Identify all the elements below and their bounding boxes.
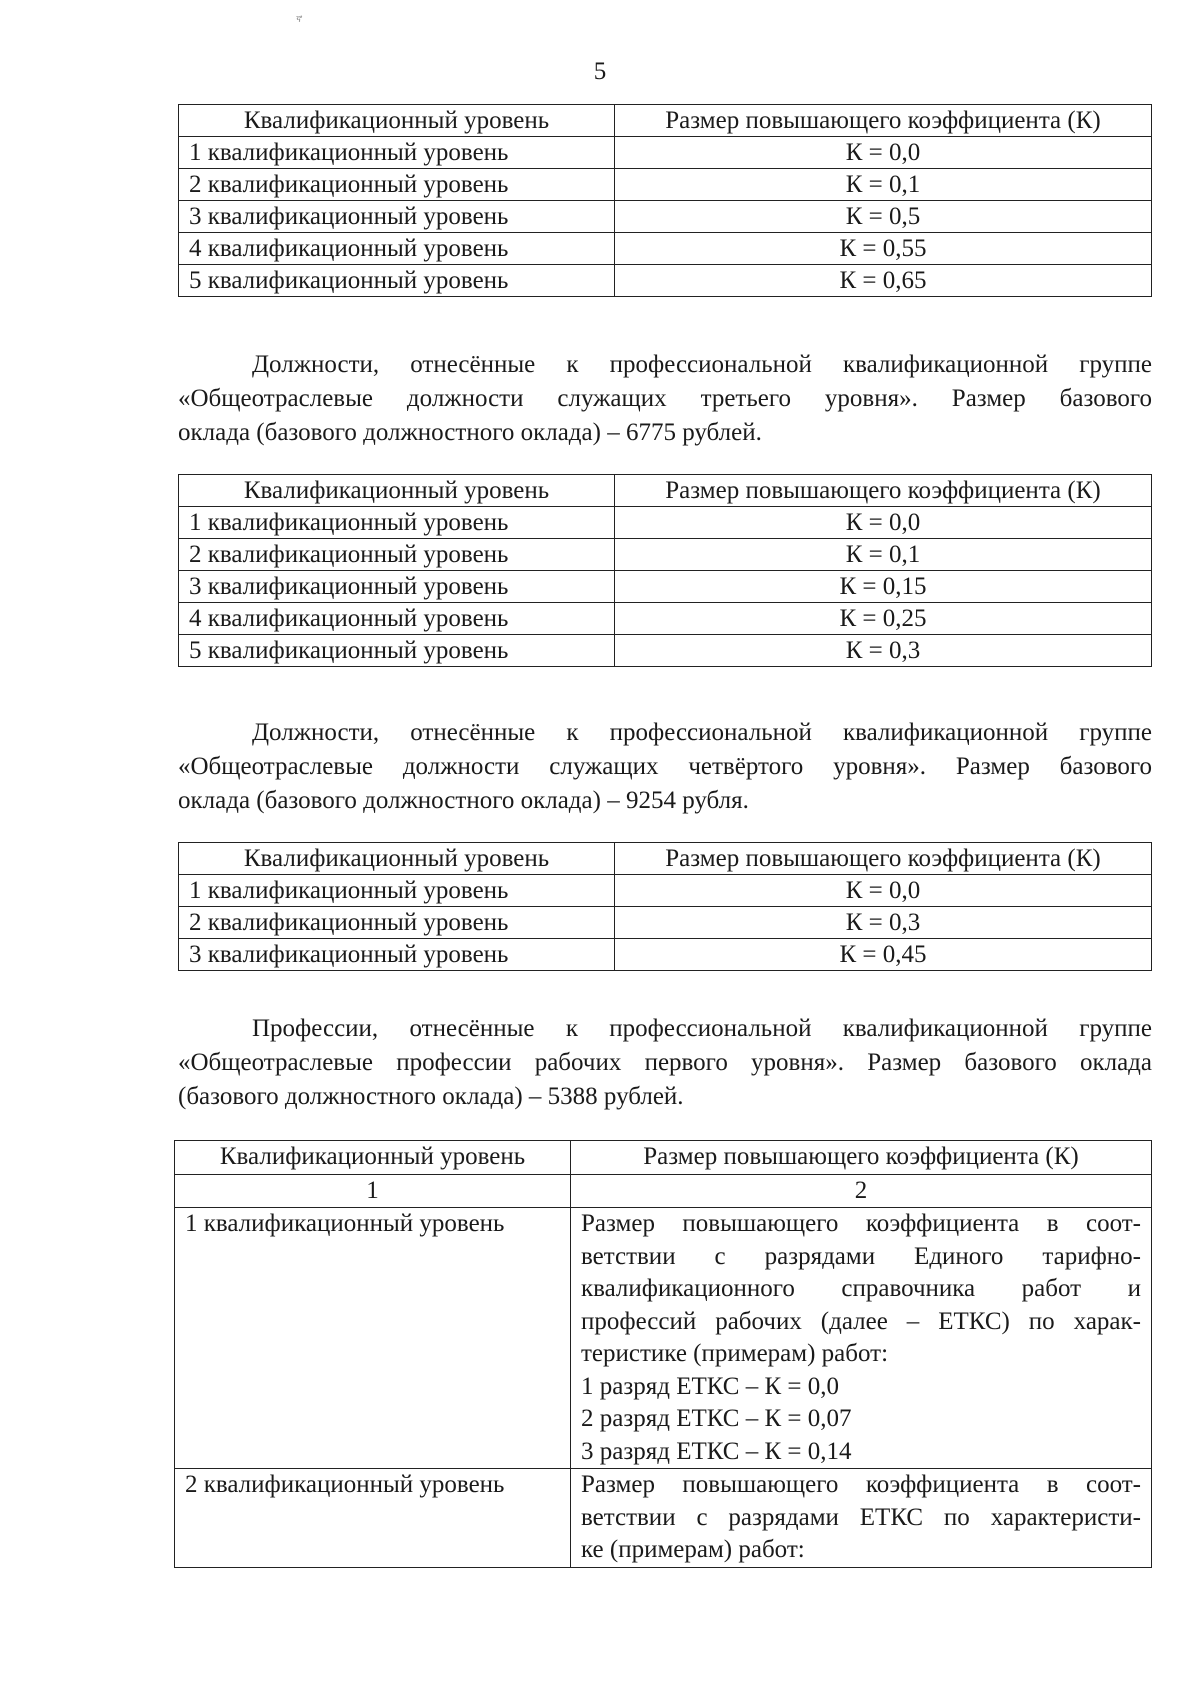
k-cell: К = 0,55 bbox=[615, 233, 1152, 265]
k-cell: К = 0,15 bbox=[615, 571, 1152, 603]
table-row bbox=[179, 507, 1152, 539]
paragraph-group-3 bbox=[178, 348, 1152, 450]
page-number: 5 bbox=[593, 58, 607, 85]
k-cell: К = 0,5 bbox=[615, 201, 1152, 233]
scan-artifact-mark: ኛ bbox=[296, 14, 303, 25]
table-row bbox=[179, 907, 1152, 939]
k-cell: К = 0,3 bbox=[615, 907, 1152, 939]
paragraph-group-4 bbox=[178, 716, 1152, 818]
table-row bbox=[179, 201, 1152, 233]
table-header-row bbox=[179, 105, 1152, 137]
header-level: Квалификационный уровень bbox=[179, 475, 615, 507]
k-cell: К = 0,45 bbox=[615, 939, 1152, 971]
k-cell: К = 0,25 bbox=[615, 603, 1152, 635]
table-header-row bbox=[179, 475, 1152, 507]
table-row bbox=[179, 571, 1152, 603]
paragraph-line: Должности, отнесённые к профессиональной квалификационной группе bbox=[252, 351, 1152, 378]
level-cell: 2 квалификационный уровень bbox=[179, 169, 615, 201]
level-cell: 2 квалификационный уровень bbox=[179, 907, 615, 939]
paragraph-line: «Общеотраслевые профессии рабочих первого уровня». Размер базового оклада bbox=[178, 1049, 1152, 1076]
grade-line: 2 разряд ЕТКС – К = 0,07 bbox=[581, 1405, 852, 1432]
description-line: Размер повышающего коэффициента в соот- bbox=[581, 1210, 1141, 1237]
k-cell: К = 0,0 bbox=[615, 507, 1152, 539]
description-line: квалификационного справочника работ и bbox=[581, 1275, 1141, 1302]
level-cell: 1 квалификационный уровень bbox=[179, 137, 615, 169]
coefficient-table-1 bbox=[178, 104, 1152, 297]
coefficient-table-4 bbox=[174, 1140, 1152, 1568]
paragraph-line: оклада (базового должностного оклада) – 6775 рублей. bbox=[178, 419, 762, 446]
level-cell: 5 квалификационный уровень bbox=[179, 635, 615, 667]
column-number: 1 bbox=[175, 1174, 571, 1208]
level-cell: 3 квалификационный уровень bbox=[179, 201, 615, 233]
coefficient-table-3 bbox=[178, 842, 1152, 971]
level-cell: 1 квалификационный уровень bbox=[179, 875, 615, 907]
level-cell: 4 квалификационный уровень bbox=[179, 233, 615, 265]
k-cell: К = 0,3 bbox=[615, 635, 1152, 667]
description-line: ветствии с разрядами Единого тарифно- bbox=[581, 1242, 1141, 1270]
paragraph-line: оклада (базового должностного оклада) – 9254 рубля. bbox=[178, 787, 749, 814]
header-coefficient: Размер повышающего коэффициента (К) bbox=[615, 475, 1152, 507]
table-row bbox=[179, 233, 1152, 265]
table-row bbox=[179, 539, 1152, 571]
header-coefficient: Размер повышающего коэффициента (К) bbox=[571, 1141, 1152, 1175]
table-row bbox=[179, 137, 1152, 169]
header-coefficient: Размер повышающего коэффициента (К) bbox=[615, 105, 1152, 137]
description-line: ветствии с разрядами ЕТКС по характеристи- bbox=[581, 1503, 1141, 1531]
level-cell: 3 квалификационный уровень bbox=[179, 939, 615, 971]
paragraph-line: Должности, отнесённые к профессиональной квалификационной группе bbox=[252, 719, 1152, 746]
paragraph-workers-1 bbox=[178, 1012, 1152, 1114]
level-cell: 5 квалификационный уровень bbox=[179, 265, 615, 297]
description-line: теристике (примерам) работ: bbox=[581, 1340, 889, 1367]
header-level: Квалификационный уровень bbox=[175, 1141, 571, 1175]
grade-line: 1 разряд ЕТКС – К = 0,0 bbox=[581, 1372, 839, 1400]
description-line: профессий рабочих (далее – ЕТКС) по харак- bbox=[581, 1307, 1141, 1335]
table-row bbox=[175, 1469, 1152, 1568]
column-number-row bbox=[175, 1174, 1152, 1208]
paragraph-line: «Общеотраслевые должности служащих третьего уровня». Размер базового bbox=[178, 385, 1152, 412]
level-cell: 2 квалификационный уровень bbox=[179, 539, 615, 571]
description-line: ке (примерам) работ: bbox=[581, 1536, 805, 1563]
header-coefficient: Размер повышающего коэффициента (К) bbox=[615, 843, 1152, 875]
table-header-row bbox=[175, 1141, 1152, 1175]
table-row bbox=[179, 603, 1152, 635]
level-cell: 1 квалификационный уровень bbox=[175, 1208, 571, 1469]
level-cell: 2 квалификационный уровень bbox=[175, 1469, 571, 1568]
description-cell bbox=[571, 1469, 1152, 1568]
level-cell: 1 квалификационный уровень bbox=[179, 507, 615, 539]
table-row bbox=[179, 939, 1152, 971]
table-header-row bbox=[179, 843, 1152, 875]
column-number: 2 bbox=[571, 1174, 1152, 1208]
k-cell: К = 0,1 bbox=[615, 169, 1152, 201]
paragraph-line: «Общеотраслевые должности служащих четвёртого уровня». Размер базового bbox=[178, 753, 1152, 780]
level-cell: 4 квалификационный уровень bbox=[179, 603, 615, 635]
table-row bbox=[179, 265, 1152, 297]
paragraph-line: Профессии, отнесённые к профессиональной квалификационной группе bbox=[252, 1015, 1152, 1042]
level-cell: 3 квалификационный уровень bbox=[179, 571, 615, 603]
description-cell bbox=[571, 1208, 1152, 1469]
k-cell: К = 0,0 bbox=[615, 137, 1152, 169]
table-row bbox=[179, 635, 1152, 667]
table-row bbox=[175, 1208, 1152, 1469]
header-level: Квалификационный уровень bbox=[179, 105, 615, 137]
table-row bbox=[179, 875, 1152, 907]
k-cell: К = 0,1 bbox=[615, 539, 1152, 571]
k-cell: К = 0,65 bbox=[615, 265, 1152, 297]
description-line: Размер повышающего коэффициента в соот- bbox=[581, 1471, 1141, 1498]
k-cell: К = 0,0 bbox=[615, 875, 1152, 907]
table-row bbox=[179, 169, 1152, 201]
header-level: Квалификационный уровень bbox=[179, 843, 615, 875]
coefficient-table-2 bbox=[178, 474, 1152, 667]
paragraph-line: (базового должностного оклада) – 5388 рублей. bbox=[178, 1083, 684, 1110]
grade-line: 3 разряд ЕТКС – К = 0,14 bbox=[581, 1437, 852, 1465]
